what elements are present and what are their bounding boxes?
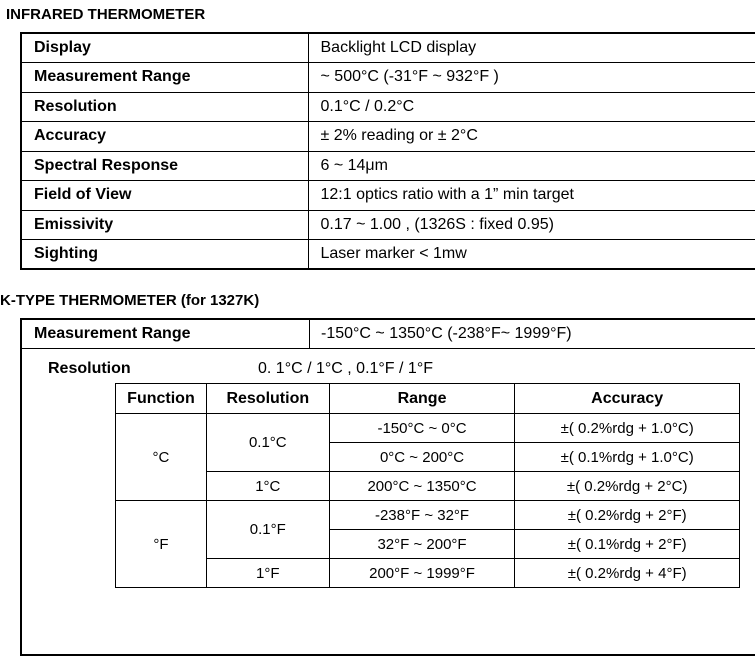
function-celsius: °C [116, 414, 207, 501]
resolution-table [115, 383, 740, 588]
header-resolution: Resolution [206, 384, 329, 414]
table-row [116, 501, 740, 530]
k-type-spec-box [20, 318, 755, 656]
measurement-range-label: Measurement Range [34, 325, 191, 342]
spec-value: ~ 500°C (-31°F ~ 932°F ) [308, 63, 755, 93]
accuracy-cell: ±( 0.2%rdg + 1.0°C) [515, 414, 740, 443]
accuracy-cell: ±( 0.2%rdg + 4°F) [515, 559, 740, 588]
range-cell: 200°F ~ 1999°F [329, 559, 515, 588]
table-row [116, 559, 740, 588]
spec-value: Laser marker < 1mw [308, 240, 755, 270]
column-divider [309, 320, 310, 349]
spec-row [21, 92, 755, 122]
spec-row [21, 151, 755, 181]
spec-label: Accuracy [21, 122, 308, 152]
spec-label: Display [21, 33, 308, 63]
spec-value: 0.17 ~ 1.00 , (1326S : fixed 0.95) [308, 210, 755, 240]
spec-value: 0.1°C / 0.2°C [308, 92, 755, 122]
resolution-cell: 0.1°F [206, 501, 329, 559]
accuracy-cell: ±( 0.1%rdg + 1.0°C) [515, 443, 740, 472]
spec-label: Measurement Range [21, 63, 308, 93]
spec-value: ± 2% reading or ± 2°C [308, 122, 755, 152]
table-row [116, 414, 740, 443]
resolution-cell: 0.1°C [206, 414, 329, 472]
spec-label: Emissivity [21, 210, 308, 240]
spec-label: Field of View [21, 181, 308, 211]
table-header-row [116, 384, 740, 414]
spec-value: 6 ~ 14μm [308, 151, 755, 181]
header-accuracy: Accuracy [515, 384, 740, 414]
measurement-range-value: -150°C ~ 1350°C (-238°F~ 1999°F) [321, 325, 572, 342]
accuracy-cell: ±( 0.1%rdg + 2°F) [515, 530, 740, 559]
range-cell: 200°C ~ 1350°C [329, 472, 515, 501]
resolution-label: Resolution [48, 360, 131, 377]
k-type-section-title: K-TYPE THERMOMETER (for 1327K) [0, 292, 260, 309]
resolution-cell: 1°C [206, 472, 329, 501]
spec-row [21, 240, 755, 270]
spec-row [21, 33, 755, 63]
spec-row [21, 181, 755, 211]
spec-row [21, 63, 755, 93]
range-cell: 32°F ~ 200°F [329, 530, 515, 559]
spec-row [21, 122, 755, 152]
accuracy-cell: ±( 0.2%rdg + 2°F) [515, 501, 740, 530]
measurement-range-row [22, 320, 755, 349]
function-fahrenheit: °F [116, 501, 207, 588]
range-cell: 0°C ~ 200°C [329, 443, 515, 472]
spec-label: Resolution [21, 92, 308, 122]
accuracy-cell: ±( 0.2%rdg + 2°C) [515, 472, 740, 501]
range-cell: -238°F ~ 32°F [329, 501, 515, 530]
resolution-cell: 1°F [206, 559, 329, 588]
resolution-value: 0. 1°C / 1°C , 0.1°F / 1°F [258, 360, 433, 377]
spec-value: 12:1 optics ratio with a 1” min target [308, 181, 755, 211]
spec-value: Backlight LCD display [308, 33, 755, 63]
spec-row [21, 210, 755, 240]
spec-label: Sighting [21, 240, 308, 270]
infrared-section-title: INFRARED THERMOMETER [6, 6, 206, 23]
header-range: Range [329, 384, 515, 414]
spec-label: Spectral Response [21, 151, 308, 181]
table-row [116, 472, 740, 501]
infrared-spec-table [20, 32, 755, 270]
range-cell: -150°C ~ 0°C [329, 414, 515, 443]
header-function: Function [116, 384, 207, 414]
